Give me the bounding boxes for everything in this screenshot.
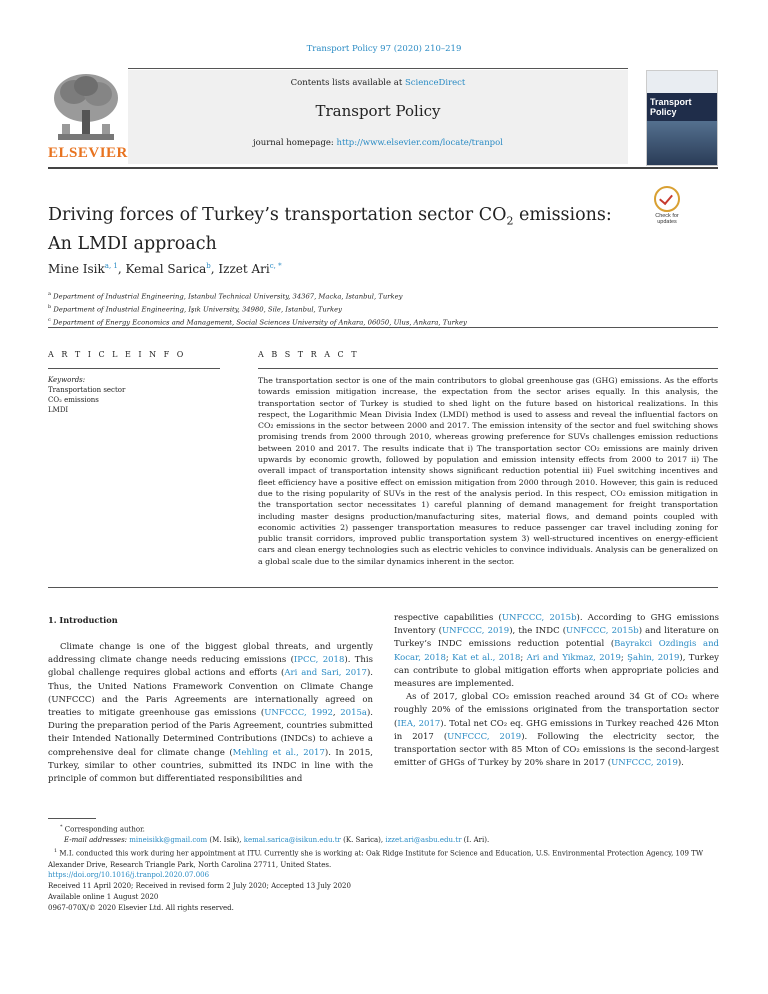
citation-link[interactable]: Ari and Yikmaz, 2019	[526, 652, 621, 663]
publisher-name: ELSEVIER	[48, 145, 128, 161]
citation-link[interactable]: IPCC, 2018	[293, 655, 345, 666]
citation-link[interactable]: IEA, 2017	[397, 718, 441, 729]
section-heading-introduction: 1. Introduction	[48, 615, 118, 625]
text-run: ,	[332, 708, 341, 719]
footnote-1	[48, 846, 728, 870]
abstract-text: The transportation sector is one of the main contributors to global greenhouse gas (GHG) emissions. As the efforts towards emission mitigation increase, the expectation from the sector arises equally. In this analysis, the transportation sector of Turkey is studied to shed light on the future based on historical realizations. In this respect, the Logarithmic Mean Divisia Index (LMDI) method is used to assess and reveal the influential factors on CO₂ emissions in the sector between 2000 and 2017. The emission intensity of the sector and fuel switching shows promising trends from 2000 through 2010, whereas growing preference for SUVs challenges emission reductions between 2010 and 2017. The results indicate that i) The transportation sector CO₂ emissions are mainly driven upwards by economic growth, followed by population and emission intensity effects from 2000 to 2017 ii) The overall impact of transportation intensity shows significant reduction potential iii) Fuel switching incentives and fleet efficiency have a positive effect on emission mitigation from 2000 through 2010. However, this gain is reduced due to the rising popularity of SUVs in the rest of the analysis period. In this respect, CO₂ emission mitigation in the transportation sector necessitates 1) careful planning of demand management for freight transportation including master designs production/manufacturing sites, material flows, and demand points coupled with economic activities 2) passenger transportation measures to reduce passenger car travel including zoning for public transit corridors, improved public transportation system 3) well-structured incentives on energy-efficient cars and clean energy technologies such as electric vehicles to convince individuals. Analysis can be generalized on a global scale due to the similar dynamics inherent in the sector.	[258, 376, 718, 566]
citation-link[interactable]: UNFCCC, 1992	[264, 708, 333, 719]
title-part1: Driving forces of Turkey’s transportation sector CO	[48, 205, 507, 225]
author-list: Mine Isik$^{a, 1}$, Kemal Sarica$^b$, Izzet Ari$^{c, *}$	[48, 262, 282, 276]
article-info-heading: A R T I C L E I N F O	[48, 350, 186, 359]
text-run: ). During the preparation period of the Paris Agreement, countries submitted their Intended Nationally Determined Contributions (INDCs) to achieve a comprehensive deal for climate change (	[48, 708, 373, 758]
homepage-link[interactable]: http://www.elsevier.com/locate/tranpol	[336, 138, 503, 148]
paragraph	[48, 641, 373, 786]
article-info-rule	[48, 368, 220, 369]
affiliation	[48, 289, 467, 302]
affil-mark: b	[48, 303, 52, 310]
email-label: E-mail addresses:	[64, 836, 130, 845]
text-run: ), the INDC (	[509, 626, 567, 637]
affiliations	[48, 289, 467, 327]
citation-link[interactable]: UNFCCC, 2019	[447, 731, 522, 742]
email-link[interactable]: izzet.ari@asbu.edu.tr	[385, 836, 462, 845]
affil-mark: a	[48, 291, 51, 297]
journal-cover[interactable]	[646, 70, 718, 166]
email-owner: (K. Sarica),	[340, 836, 386, 845]
text-run: ) and literature on Turkey’s INDC emissions reduction potential (	[394, 626, 720, 650]
text-run: ;	[445, 652, 453, 663]
citation-link[interactable]: UNFCCC, 2019	[442, 626, 510, 637]
citation-link[interactable]: UNFCCC, 2015b	[501, 613, 577, 623]
affil-text: Department of Industrial Engineering, Işık University, 34980, Sile, Istanbul, Turkey	[53, 305, 342, 314]
text-run: ). In 2015, Turkey, similar to other countries, submitted its INDC in line with the principle of common but differentiated responsibilities and	[48, 747, 374, 785]
footnote-mark: 1	[54, 848, 58, 855]
corresponding-text: Corresponding author.	[64, 825, 145, 834]
cover-title: Transport Policy	[650, 97, 692, 117]
affil-mark: c	[48, 316, 51, 323]
email-link[interactable]: kemal.sarica@isikun.edu.tr	[243, 836, 341, 845]
citation-link[interactable]: Kat et al., 2018	[452, 652, 521, 663]
homepage-prefix: journal homepage:	[253, 138, 337, 148]
email-owner: (I. Ari).	[461, 836, 490, 845]
online-date: Available online 1 August 2020	[48, 893, 159, 901]
doi-link[interactable]: https://doi.org/10.1016/j.tranpol.2020.07.006	[48, 871, 210, 879]
divider	[48, 587, 718, 588]
title-subscript: 2	[506, 214, 514, 228]
elsevier-tree-icon	[48, 68, 124, 148]
cover-top-band	[647, 71, 717, 93]
author-sup[interactable]: a, 1	[104, 262, 118, 270]
divider	[48, 327, 718, 328]
keywords-label: Keywords:	[48, 376, 86, 384]
article-title	[48, 204, 628, 256]
paragraph	[394, 612, 719, 691]
elsevier-logo	[48, 68, 128, 164]
text-run: ). Thus, the United Nations Framework Convention on Climate Change (UNFCCC) and the Paris Agreements are internationally agreed on treaties to mitigate greenhouse gas emissions (	[48, 668, 373, 719]
author-name[interactable]: Mine Isik	[48, 262, 105, 276]
author-name[interactable]: Kemal Sarica	[125, 262, 207, 276]
text-run: respective capabilities (	[394, 613, 502, 623]
contents-prefix: Contents lists available at	[290, 78, 405, 88]
affiliation	[48, 315, 467, 328]
citation-link[interactable]: 2015a	[340, 708, 367, 719]
abstract-rule	[258, 368, 718, 369]
cover-image	[647, 121, 717, 165]
affiliation	[48, 302, 467, 315]
received-dates: Received 11 April 2020; Received in revised form 2 July 2020; Accepted 13 July 2020	[48, 882, 351, 890]
keywords-block	[48, 375, 125, 415]
citation-link[interactable]: UNFCCC, 2015b	[566, 626, 639, 637]
check-updates-icon	[654, 186, 680, 212]
citation-link[interactable]: UNFCCC, 2019	[611, 758, 678, 769]
footnote-mark: *	[60, 824, 63, 830]
check-updates-label: Check for updates	[655, 213, 679, 225]
journal-title: Transport Policy	[315, 102, 441, 120]
text-run: ).	[677, 758, 684, 769]
paragraph	[394, 691, 719, 770]
author-name[interactable]: Izzet Ari	[218, 262, 270, 276]
email-link[interactable]: mineisikk@gmail.com	[129, 836, 208, 845]
corresponding-note	[48, 822, 728, 835]
text-run: ;	[520, 652, 527, 663]
footnotes	[48, 822, 728, 871]
journal-banner	[128, 70, 628, 164]
banner-bottom-rule	[48, 167, 718, 169]
text-run: Climate change is one of the biggest global threats, and urgently addressing climate change needs reducing emissions (	[48, 642, 373, 666]
abstract-heading: A B S T R A C T	[258, 350, 360, 359]
text-run: As of 2017, global CO₂ emission reached around 34 Gt of CO₂ where roughly 20% of the emissions originated from the transportation sector (	[394, 692, 719, 729]
email-owner: (M. Isik),	[207, 836, 244, 845]
text-run: ). Following the electricity sector, the transportation sector with 85 Mton of CO₂ emissions is the second-largest emitter of GHGs of Turkey by 20% share in 2017 (	[394, 731, 719, 769]
text-run: ;	[620, 652, 628, 663]
title-part2: emissions: An LMDI approach	[48, 205, 612, 254]
contents-line	[128, 78, 628, 88]
citation-link[interactable]: Mehling et al., 2017	[232, 747, 325, 758]
banner-top-rule	[128, 68, 628, 69]
text-run: ). Total net CO₂ eq. GHG emissions in Turkey reached 426 Mton in 2017 (	[394, 718, 719, 742]
citation-link[interactable]: Bayrakci Ozdingis and Kocar, 2018	[394, 639, 719, 663]
homepage-line	[128, 138, 628, 148]
keyword: Transportation sector	[48, 386, 126, 394]
body-column-left	[48, 641, 373, 786]
email-addresses	[48, 835, 728, 846]
copyright: 0967-070X/© 2020 Elsevier Ltd. All rights reserved.	[48, 904, 234, 912]
keyword: LMDI	[48, 406, 69, 414]
affil-text: Department of Industrial Engineering, Istanbul Technical University, 34367, Macka, Istanbul, Turkey	[53, 292, 403, 301]
body-column-right	[394, 612, 719, 770]
footnote-text: M.I. conducted this work during her appointment at ITU. Currently she is working at: Oak Ridge Institute for Science and Education, U.S. Environmental Protection Agency, 109 TW Alexander Drive, Research Triangle Park, North Carolina 27711, United States.	[48, 849, 704, 869]
citation-link[interactable]: Ari and Sari, 2017	[284, 668, 367, 679]
sciencedirect-link[interactable]: ScienceDirect	[404, 78, 466, 88]
citation-link[interactable]: Şahin, 2019	[627, 652, 680, 663]
author-sup[interactable]: b	[206, 262, 211, 270]
footnote-rule	[48, 818, 96, 819]
text-run: ). According to GHG emissions Inventory (	[394, 613, 719, 637]
text-run: ), Turkey can contribute to global mitigation efforts when appropriate policies and measures are implemented.	[394, 652, 719, 690]
text-run: ). This global challenge requires global actions and efforts (	[48, 655, 373, 679]
journal-citation[interactable]: Transport Policy 97 (2020) 210–219	[306, 44, 462, 54]
keyword: CO₂ emissions	[48, 396, 99, 404]
publication-info	[48, 870, 351, 914]
check-for-updates-button[interactable]	[652, 186, 682, 225]
author-sup[interactable]: c, *	[269, 262, 282, 270]
affil-text: Department of Energy Economics and Management, Social Sciences University of Ankara, 06050, Ulus, Ankara, Turkey	[52, 317, 467, 326]
